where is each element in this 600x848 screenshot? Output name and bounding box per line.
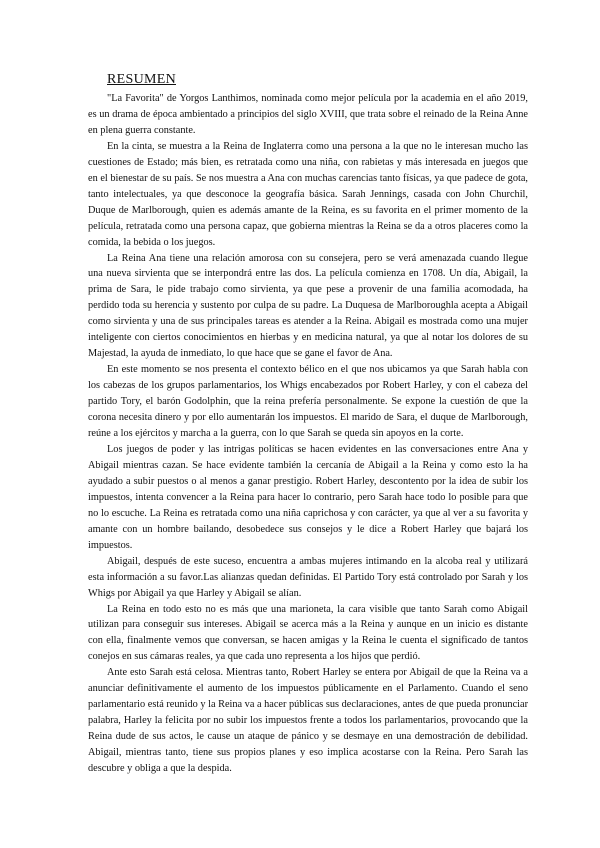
paragraph: En este momento se nos presenta el contexto bélico en el que nos ubicamos ya que Sarah habla con los cabezas de los grupos parlamentarios, los Whigs encabezados por Robert Harley, y con el cabeza del partido Tory, el barón Godolphin, que la reina prefería personalmente. Se expone la cuestión de que la corona necesita dinero y por ello aumentarán los impuestos. El marido de Sara, el duque de Marlborough, reúne a los ejércitos y marcha a la guerra, con lo que Sarah se queda sin apoyos en la corte. [88, 364, 528, 440]
paragraph: En la cinta, se muestra a la Reina de Inglaterra como una persona a la que no le interesan mucho las cuestiones de Estado; más bien, es retratada como una niña, con rabietas y más interesada en juegos que en el bienestar de su país. Se nos muestra a Ana con muchas carencias tanto físicas, ya que padece de gota, tanto intelectuales, ya que desconoce la geografía básica. Sarah Jennings, casada con John Churchil, Duque de Marlborough, quien es además amante de la Reina, es su favorita en el primer momento de la película, retratada como una persona capaz, que gobierna mientras la Reina se da a otros placeres como la comida, la bebida o los juegos. [88, 140, 528, 248]
document-page [88, 72, 528, 777]
paragraph: Los juegos de poder y las intrigas políticas se hacen evidentes en las conversaciones entre Ana y Abigail mientras cazan. Se hace evidente también la cercanía de Abigail a la Reina y como esto la ha ayudado a subir puestos o al menos a ganar prestigio. Robert Harley, descontento por la idea de subir los impuestos, intenta convencer a la Reina para hacer lo contrario, pero Sarah hace todo lo posible para que no lo escuche. La Reina es retratada como una niña caprichosa y con carácter, ya que al ver a su favorita y amante con un hombre bailando, desobedece sus consejos y le dice a Robert Harley que bajará los impuestos. [88, 443, 528, 551]
paragraph: La Reina Ana tiene una relación amorosa con su consejera, pero se verá amenazada cuando llegue una nueva sirvienta que se interpondrá entre las dos. La película comienza en 1708. Un día, Abigail, la prima de Sara, le pide trabajo como sirvienta, ya que pese a provenir de una familia acomodada, ha perdido toda su herencia y sustento por culpa de su padre. La Duquesa de Marlboroughla acepta a Abigail como sirvienta y una de sus principales tareas es atender a la Reina. Abigail es mostrada como una mujer inteligente con ciertos conocimientos en hierbas y en medicina natural, ya que al notar los dolores de su Majestad, la ayuda de inmediato, lo que hace que se gane el favor de Ana. [88, 252, 528, 360]
paragraph: Ante esto Sarah está celosa. Mientras tanto, Robert Harley se entera por Abigail de que la Reina va a anunciar definitivamente el aumento de los impuestos públicamente en el Parlamento. Cuando el seno parlamentario está reunido y la Reina va a hacer públicas sus declaraciones, antes de que pueda pronunciar palabra, Harley la felicita por no subir los impuestos frente a todos los parlamentarios, provocando que la Reina dude de sus actos, le cause un ataque de pánico y se desmaye en una demostración de debilidad. Abigail, mientras tanto, tiene sus propios planes y eso implica acostarse con la Reina. Pero Sarah las descubre y obliga a que la despida. [88, 667, 529, 775]
paragraph: "La Favorita" de Yorgos Lanthimos, nominada como mejor película por la academia en el año 2019, es un drama de época ambientado a principios del siglo XVIII, que trata sobre el reinado de la Reina Anne en plena guerra constante. [88, 93, 528, 136]
paragraph: La Reina en todo esto no es más que una marioneta, la cara visible que tanto Sarah como Abigail utilizan para conseguir sus intereses. Abigail se acerca más a la Reina y aunque en un inicio es distante con ella, finalmente vemos que conversan, se hacen amigas y la Reina le cuenta el significado de tantos conejos en sus cámaras reales, ya que cada uno representa a los hijos que perdió. [88, 603, 528, 663]
document-title: RESUMEN [107, 72, 176, 87]
paragraph: Abigail, después de este suceso, encuentra a ambas mujeres intimando en la alcoba real y utilizará esta información a su favor.Las alianzas quedan definidas. El Partido Tory está controlado por Sarah y los Whigs por Abigail ya que Harley y Abigail se alían. [88, 555, 528, 599]
